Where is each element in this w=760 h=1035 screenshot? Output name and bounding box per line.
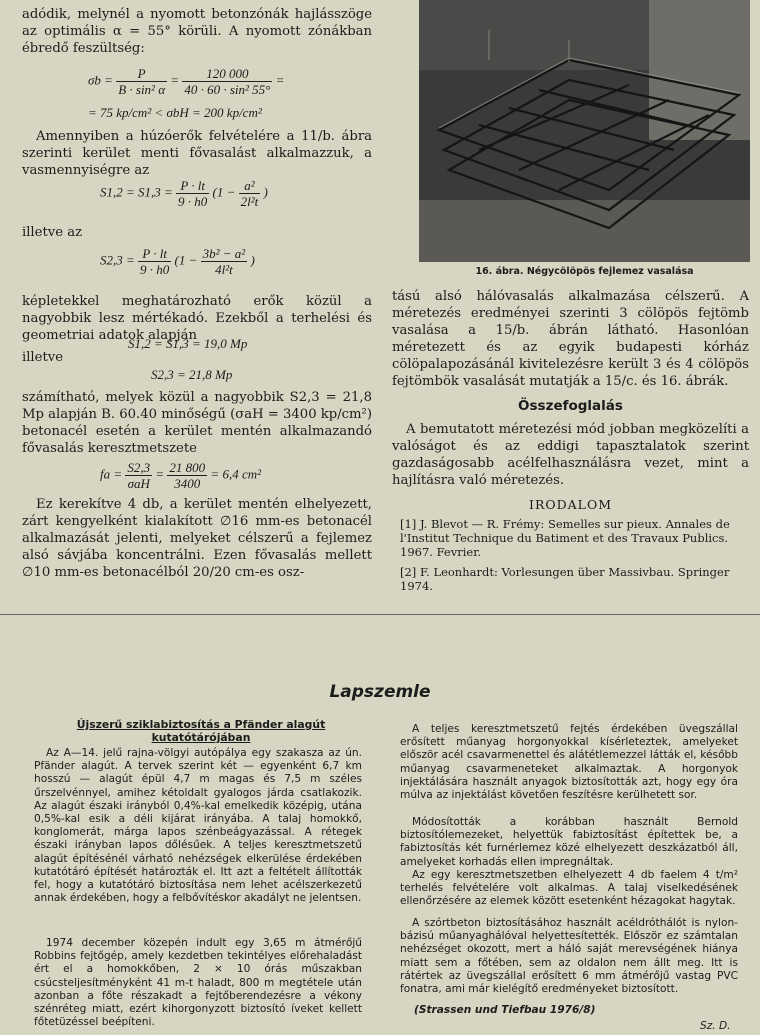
equation-fa: fa = $\frac{S2,3}{\text{σaH}}$ = $\frac{21 800}{3400}$ = 6,4 cm² xyxy=(100,460,261,491)
reinforcement-photo xyxy=(419,0,750,262)
article-paragraph: A szórtbeton biztosításához használt acéldróthálót is nylon-bázisú műanyaghálóval helyettesítették. Először ez számtalan nehézséget okozott, mert a háló saját merevségének hiánya miatt sem a főtében, sem az oldalon nem állt meg. Itt is rátértek az üvegszállal erősített 6 mm átmérőjű vastag PVC fonatra, ami már kielégítő eredményeket biztosított. xyxy=(400,917,738,996)
reference-item: [2] F. Leonhardt: Vorlesungen über Massivbau. Springer 1974. xyxy=(400,565,730,593)
equation-s12: S1,2 = S1,3 = $\frac{P \cdot lt}{9 \cdot h0}$ (1 − $\frac{\text{a²}}{\text{2l²t}}$ ) xyxy=(100,178,268,209)
rebar-cage-illustration xyxy=(419,0,750,262)
section-heading: Összefoglalás xyxy=(518,398,623,414)
article-signature: Sz. D. xyxy=(700,1020,731,1032)
article-source: (Strassen und Tiefbau 1976/8) xyxy=(414,1004,596,1016)
body-paragraph: adódik, melynél a nyomott betonzónák hajlásszöge az optimális α = 55° körüli. A nyomott zónákban ébredő feszültség: xyxy=(22,7,372,57)
equation-s12-value: S1,2 = S1,3 = 19,0 Mp xyxy=(128,336,248,351)
body-paragraph: A bemutatott méretezési mód jobban megközelíti a valóságot és az eddigi tapasztalatok szerint gazdaságosabb acélfelhasználásra vezet, mint a hajlításra való méretezés. xyxy=(392,422,749,489)
lapszemle-title: Lapszemle xyxy=(329,682,431,702)
article-paragraph: Az egy keresztmetszetben elhelyezett 4 db faelem 4 t/m² terhelés felvételére volt alkalmas. A talaj viselkedésének ellenőrzésére az elemek között esetenként hézagokat hagytak. xyxy=(400,869,738,908)
reference-item: [1] J. Blevot — R. Frémy: Semelles sur pieux. Annales de l'Institut Technique du Batiment et des Travaux Publics. 1967. Fevrier. xyxy=(400,517,730,559)
body-paragraph: számítható, melyek közül a nagyobbik S2,3 = 21,8 Mp alapján B. 60.40 minőségű (σaH = 3400 kp/cm²) betonacél esetén a kerület mentén alkalmazandó fővasalás keresztmetszete xyxy=(22,390,372,457)
article-paragraph: Az A—14. jelű rajna-völgyi autópálya egy szakasza az ún. Pfänder alagút. A tervek szerint két — egyenként 6,7 km hosszú — alagút épül 4,7 m magas és 7,5 m széles űrszelvénnyel, amihez kétoldalt gyalogos járda csatlakozik. Az alagút északi irányból 0,4%-kal emelkedik középig, utána 0,5%-kal esik a déli kijárat irányába. A talaj homokkő, konglomerát, márga lapos szénbeágyazással. A rétegek északi irányban lapos dőlésűek. A teljes keresztmetszetű alagút építésénél várható nehézségek elkerülése érdekében kutatótáró építését határozták el. Itt azt a feltételt állították fel, hogy a kutatótáró biztosítása nem lehet acélszerkezetű annak érdekében, hogy a felbővítéskor akadályt ne jelentsen. xyxy=(34,747,362,905)
body-paragraph: Amennyiben a húzóerők felvételére a 11/b. ábra szerinti kerület menti fővasalást alkalmazzuk, a vasmennyiségre az xyxy=(22,129,372,179)
page-divider xyxy=(0,614,760,615)
equation-sigma-b: σb = $\frac{P}{\text{B · sin² α}}$ = $\frac{120 000}{\text{40 · 60 · sin² 55°}}$ = xyxy=(88,66,285,97)
illetve-label: illetve xyxy=(22,350,64,365)
body-paragraph: tású alsó hálóvasalás alkalmazása célszerű. A méretezés eredményei szerinti 3 cölöpös fejtömb vasalása a 15/b. ábrán látható. Hasonlóan méretezett és az egyik budapesti kórház cölöpalapozásánál kivitelezésre került 3 és 4 cölöpös fejtömbök vasalását mutatják a 15/c. és 16. ábrák. xyxy=(392,289,749,390)
article-paragraph: Módosították a korábban használt Bernold biztosítólemezeket, helyettük fabiztosítást építettek be, a fabiztosítás két furnérlemez közé elhelyezett deszkázatból áll, amelyeket korhadás ellen impregnáltak. xyxy=(400,816,738,868)
eq-lhs: σb = xyxy=(88,72,113,88)
equation-s23: S2,3 = $\frac{P \cdot lt}{9 \cdot h0}$ (1 − $\frac{\text{3b² − a²}}{\text{4l²t}}$ ) xyxy=(100,246,255,277)
figure-caption: 16. ábra. Négycölöpös fejlemez vasalása xyxy=(475,266,694,277)
article-paragraph: A teljes keresztmetszetű fejtés érdekében üvegszállal erősített műanyag horgonyokkal kísérleteztek, amelyeket először acél csavarmenettel és alátétlemezzel látták el, később műanyag csavarmeneteket alkalmaztak. A horgonyok injektálására használt anyagok biztosították azt, hogy egy óra múlva az injektálást követően feszítésre kerülhetett sor. xyxy=(400,723,738,802)
fraction: $\frac{P}{\text{B · sin² α}}$ xyxy=(118,66,166,97)
references-heading: IRODALOM xyxy=(529,497,612,512)
equation-sigma-result: = 75 kp/cm² < σbH = 200 kp/cm² xyxy=(88,105,262,120)
fraction: $\frac{120 000}{\text{40 · 60 · sin² 55°}}$ xyxy=(184,66,271,97)
body-paragraph: képletekkel meghatározható erők közül a nagyobbik lesz mértékadó. Ezekből a terhelési és geometriai adatok alapján xyxy=(22,294,372,344)
article-heading: Újszerű sziklabiztosítás a Pfänder alagút kutatótárójában xyxy=(76,718,326,745)
equation-s23-value: S2,3 = 21,8 Mp xyxy=(151,367,233,382)
illetve-az-label: illetve az xyxy=(22,225,83,240)
body-paragraph: Ez kerekítve 4 db, a kerület mentén elhelyezett, zárt kengyelként kialakított ∅16 mm-es betonacél alkalmazását jelenti, melyeket célszerű a fejlemez alsó sávjába koncentrálni. Ezen fővasalás mellett ∅10 mm-es betonacélból 20/20 cm-es osz- xyxy=(22,497,372,581)
article-paragraph: 1974 december közepén indult egy 3,65 m átmérőjű Robbins fejtőgép, amely kezdetben tekintélyes előrehaladást ért el a homokkőben, 2 × 10 órás műszakban csúcsteljesítményként 41 m-t haladt, 800 m megtétele után azonban a főte részakadt a fejtőberendezésre a vékony szénréteg miatt, ezért kihorgonyzott biztosító íveket kellett főtetüzéssel beépíteni. xyxy=(34,937,362,1029)
